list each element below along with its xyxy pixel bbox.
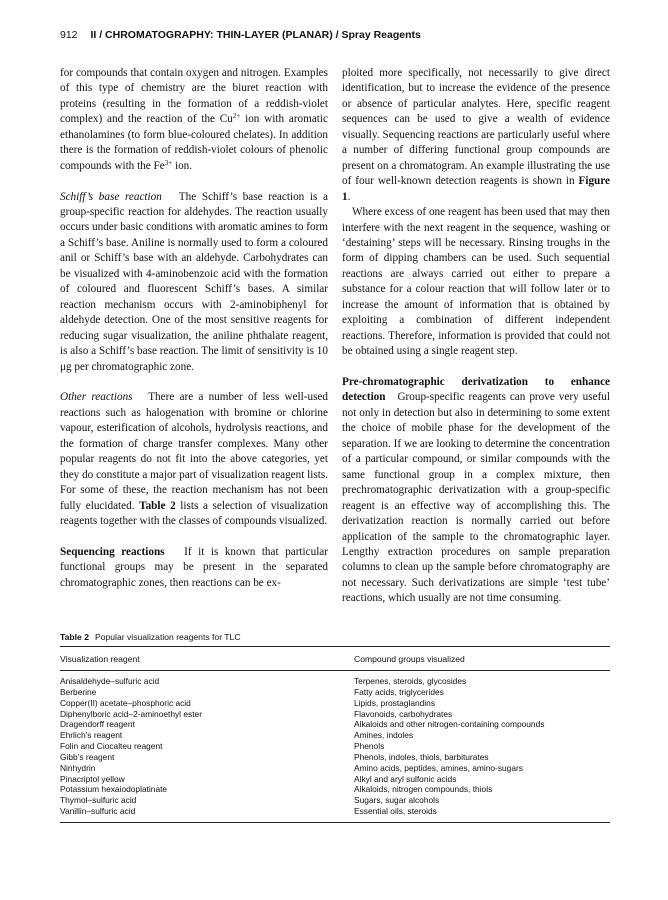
table-bottom-rule bbox=[60, 822, 610, 823]
paragraph bbox=[60, 66, 328, 174]
paragraph-text: ploited more specifically, not necessarily to give direct identification, but to increase the evidence of the presence or absence of particular analytes. Here, specific reagent sequences can be used to give a wealth of evidence visually. Sequencing reactions are particularly useful where a number of differing functional group compounds are present on a chromatogram. An example illustrating the use of four well-known detection reagents is shown in bbox=[342, 67, 610, 188]
table-row bbox=[60, 795, 610, 806]
table-row bbox=[60, 806, 610, 817]
paragraph-text: If it is known that particular functional groups may be present in the separated chromatographic zones, then reactions can be ex- bbox=[60, 545, 328, 589]
table-row bbox=[60, 709, 610, 720]
table-cell-compounds: Flavonoids, carbohydrates bbox=[354, 708, 453, 719]
paragraph bbox=[60, 545, 328, 591]
paragraph-text: Where excess of one reagent has been used that may then interfere with the next reagent in the sequence, washing or ‘destaining’ steps will be necessary. Rinsing troughs in the form of dipping chambers can be used. Such sequential reactions are always carried out either to prepare a substance for a colour reaction that will follow later or to increase the amount of information that is obtained by exploiting a combination of different independent reactions. Therefore, information is provided that could not be obtained using a single reagent step. bbox=[342, 206, 610, 358]
table-row bbox=[60, 741, 610, 752]
superscript: 3+ bbox=[164, 158, 173, 167]
table-top-rule bbox=[60, 646, 610, 647]
table-label: Table 2 bbox=[60, 632, 89, 642]
table-cell-compounds: Lipids, prostaglandins bbox=[354, 697, 436, 708]
page-number: 912 bbox=[60, 29, 78, 41]
table-row bbox=[60, 687, 610, 698]
table-cell-reagent: Folin and Ciocalteu reagent bbox=[60, 741, 163, 752]
paragraph-text: for compounds that contain oxygen and nitrogen. Examples of this type of chemistry are the biuret reaction with proteins (resulting in the formation of a reddish-violet complex) and the reaction of the Cu bbox=[60, 67, 328, 126]
table-row bbox=[60, 730, 610, 741]
superscript: 2+ bbox=[232, 112, 241, 121]
paragraph-text: ion. bbox=[172, 159, 193, 172]
table-cell-compounds: Amines, indoles bbox=[354, 730, 414, 741]
table-body bbox=[60, 676, 610, 817]
table-cell-reagent: Thymol–sulfuric acid bbox=[60, 795, 137, 806]
subsection-title: Pre-chromatographic derivatization to enhance detection bbox=[342, 376, 610, 404]
table-cell-reagent: Diphenylboric acid–2-aminoethyl ester bbox=[60, 708, 202, 719]
table-cell-compounds: Sugars, sugar alcohols bbox=[354, 795, 440, 806]
table-cell-reagent: Ehrlich’s reagent bbox=[60, 730, 123, 741]
table-cell-compounds: Alkaloids and other nitrogen-containing compounds bbox=[354, 719, 545, 730]
table-cell-compounds: Phenols, indoles, thiols, barbiturates bbox=[354, 751, 489, 762]
table-cell-reagent: Pinacriptol yellow bbox=[60, 773, 125, 784]
table-header-rule bbox=[60, 670, 610, 671]
table-caption bbox=[60, 632, 241, 642]
page-header bbox=[60, 29, 610, 41]
paragraph bbox=[60, 190, 328, 375]
table-cell-compounds: Amino acids, peptides, amines, amino-sugars bbox=[354, 762, 523, 773]
table-row bbox=[60, 784, 610, 795]
right-column bbox=[342, 66, 610, 607]
paragraph bbox=[342, 375, 610, 607]
table-header-compounds: Compound groups visualized bbox=[354, 654, 465, 664]
table-cell-reagent: Potassium hexaiodoplatinate bbox=[60, 784, 168, 795]
table-caption-text: Popular visualization reagents for TLC bbox=[94, 632, 241, 642]
table-cell-reagent: Gibb’s reagent bbox=[60, 751, 115, 762]
table-header-reagent: Visualization reagent bbox=[60, 654, 140, 664]
table-cell-compounds: Phenols bbox=[354, 741, 385, 752]
table-cell-compounds: Fatty acids, triglycerides bbox=[354, 686, 444, 697]
table-cell-reagent: Dragendorff reagent bbox=[60, 719, 135, 730]
paragraph-text: ion with aromatic ethanolamines (to form blue-coloured chelates). In addition there is the formation of reddish-violet colours of phenolic compounds with the Fe bbox=[60, 113, 328, 172]
figure-reference[interactable]: Figure 1 bbox=[342, 175, 610, 203]
paragraph bbox=[60, 390, 328, 529]
table-cell-compounds: Alkaloids, nitrogen compounds, thiols bbox=[354, 784, 493, 795]
table-row bbox=[60, 752, 610, 763]
table-row bbox=[60, 719, 610, 730]
table-cell-compounds: Essential oils, steroids bbox=[354, 806, 437, 817]
table-row bbox=[60, 698, 610, 709]
section-title: / Spray Reagents bbox=[332, 29, 421, 41]
subsection-title: Other reactions bbox=[60, 391, 133, 404]
paragraph bbox=[342, 66, 610, 205]
paragraph-text: . bbox=[347, 190, 351, 203]
table-cell-compounds: Alkyl and aryl sulfonic acids bbox=[354, 773, 457, 784]
paragraph-text: There are a number of less well-used reactions such as halogenation with bromine or chlorine vapour, esterification of alcohols, hydrolysis reactions, and the formation of charge transfer complexes. Many other popular reagents do not fit into the above categories, yet they do constitute a major part of visualization reagent lists. For some of these, the reaction mechanism has not been fully elucidated. bbox=[60, 391, 328, 512]
table-cell-reagent: Copper(II) acetate–phosphoric acid bbox=[60, 697, 191, 708]
table-row bbox=[60, 774, 610, 785]
table-row bbox=[60, 763, 610, 774]
paragraph-text: The Schiff’s base reaction is a group-specific reaction for aldehydes. The reaction usually occurs under basic conditions with aromatic amines to form a Schiff’s base. Aniline is normally used to form a coloured anil or Schiff’s base with an aldehyde. Carbohydrates can be visualized with 4-aminobenzoic acid with the formation of coloured and fluorescent Schiff’s bases. A similar reaction mechanism occurs with 2-aminobiphenyl for aldehyde detection. One of the most sensitive reagents for reducing sugar visualization, the aniline phthalate reagent, is also a Schiff’s base reaction. The limit of sensitivity is 10 μg per chromatographic zone. bbox=[60, 190, 329, 373]
paragraph-text: Group-specific reagents can prove very useful not only in detection but also in determining to some extent the choice of mobile phase for the development of the separation. If we are looking to determine the concentration of a particular compound, or similar compounds with the same functional group in a complex mixture, then prechromatographic derivatization with a group-specific reagent is an effective way of accomplishing this. The derivatization reaction is normally carried out before application of the sample to the chromatographic layer. Lengthy extraction procedures on sample preparation columns to clean up the sample before chromatography are not necessary. Such derivatizations are simple ‘test tube’ reactions, which usually are not time consuming. bbox=[342, 391, 610, 605]
running-title: II / CHROMATOGRAPHY: THIN-LAYER (PLANAR) bbox=[90, 29, 333, 41]
subsection-title: Sequencing reactions bbox=[60, 545, 165, 558]
table-cell-reagent: Anisaldehyde–sulfuric acid bbox=[60, 676, 160, 686]
table-cell-reagent: Ninhydrin bbox=[60, 762, 96, 773]
paragraph-text: lists a selection of visualization reagents together with the classes of compounds visualized. bbox=[60, 499, 329, 528]
left-column bbox=[60, 66, 328, 591]
table-cell-compounds: Terpenes, steroids, glycosides bbox=[354, 676, 467, 686]
subsection-title: Schiff’s base reaction bbox=[60, 190, 162, 203]
paragraph bbox=[342, 205, 610, 360]
table-cell-reagent: Berberine bbox=[60, 686, 97, 697]
table-reference[interactable]: Table 2 bbox=[139, 499, 176, 512]
table-cell-reagent: Vanillin–sulfuric acid bbox=[60, 806, 136, 817]
table-row bbox=[60, 676, 610, 687]
